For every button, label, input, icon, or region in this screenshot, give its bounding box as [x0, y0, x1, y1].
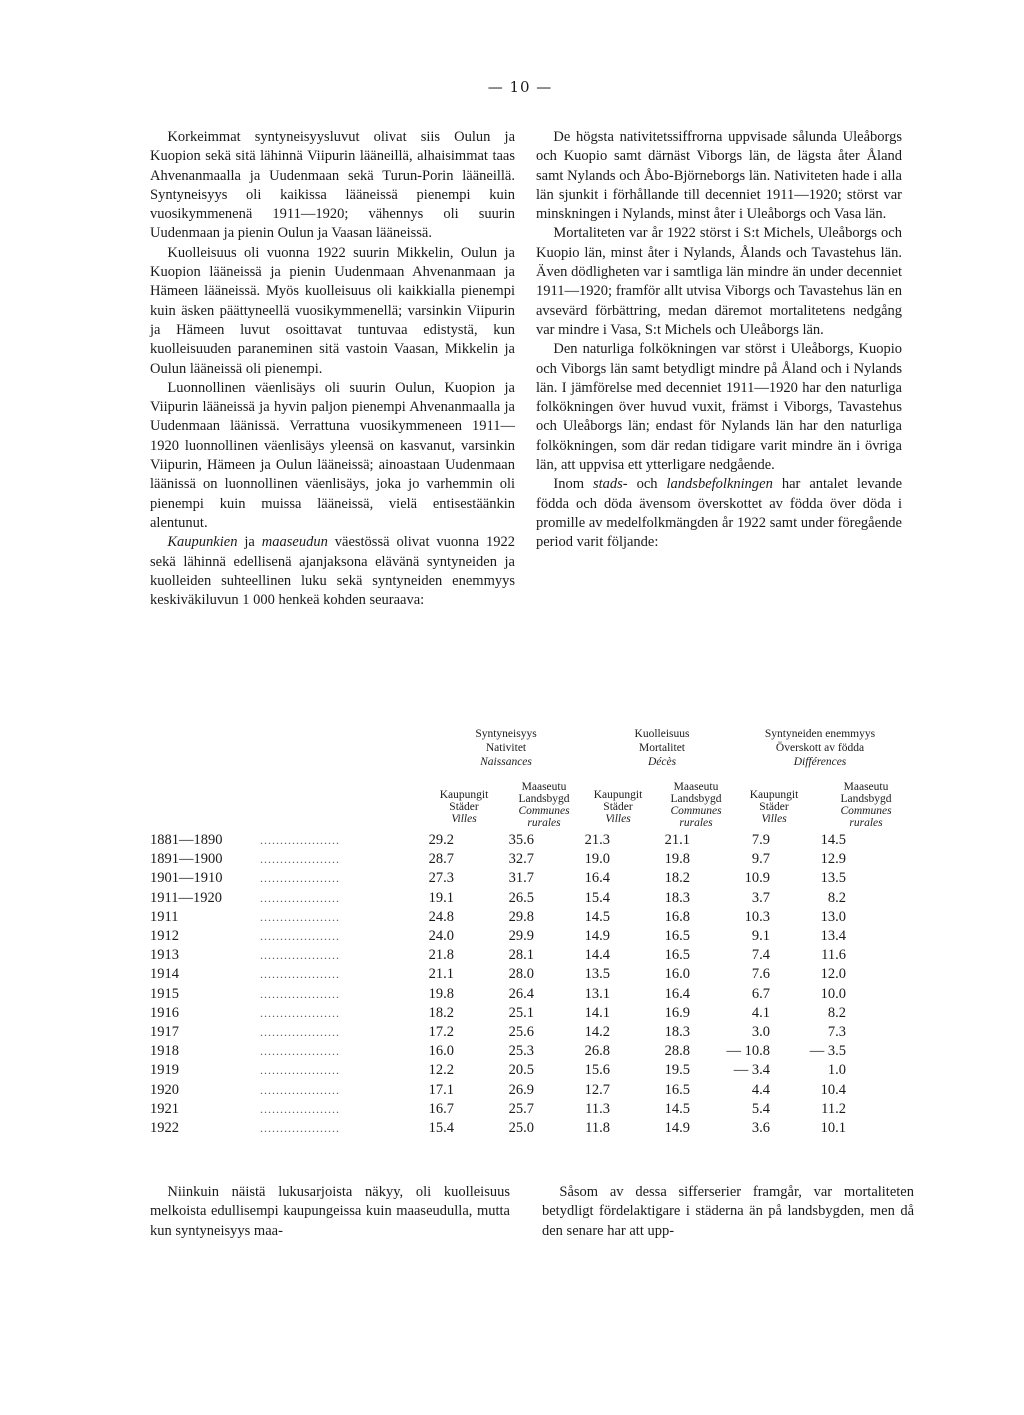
- value-cell: 14.5: [584, 908, 610, 925]
- value-cell: 15.4: [584, 889, 610, 906]
- value-cell: 14.9: [584, 928, 610, 945]
- period-cell: 1914: [150, 966, 179, 983]
- sub-fr: rurales: [679, 817, 713, 829]
- value-cell: 14.9: [664, 1120, 690, 1137]
- value-cell: 10.0: [820, 985, 846, 1002]
- period-cell: 1921: [150, 1100, 179, 1117]
- value-cell: 8.2: [827, 1004, 846, 1021]
- value-cell: 19.5: [664, 1062, 690, 1079]
- finnish-column: [150, 128, 515, 610]
- sub-fi: Maaseutu: [843, 781, 889, 793]
- period-cell: 1920: [150, 1081, 179, 1098]
- value-cell: 13.5: [820, 870, 846, 887]
- value-cell: 9.1: [751, 928, 770, 945]
- value-cell: 14.5: [820, 832, 846, 848]
- value-cell: 16.7: [428, 1100, 454, 1117]
- value-cell: 3.0: [751, 1024, 770, 1041]
- finnish-paragraph: Niinkuin näistä lukusarjoista näkyy, oli kuolleisuus melkoista edullisempi kaupungeissa kuin maaseudulla, mutta kun syntyneisyys maa-: [150, 1184, 510, 1239]
- leader-dots: ....................: [260, 1121, 340, 1136]
- value-cell: 29.2: [428, 832, 454, 848]
- table-row: [150, 946, 846, 965]
- value-cell: 25.6: [508, 1024, 534, 1041]
- text: har antalet levande födda och döda ävensom överskottet av födda över döda i promille av medelfolkmängden år 1922 samt under föregående period varit följande:: [536, 476, 903, 551]
- value-cell: 10.4: [820, 1081, 846, 1098]
- table-row: [150, 985, 846, 1004]
- value-cell: 7.4: [751, 947, 770, 964]
- value-cell: 25.7: [508, 1100, 534, 1117]
- value-cell: 15.6: [584, 1062, 610, 1079]
- value-cell: 35.6: [508, 832, 534, 848]
- value-cell: 25.1: [508, 1004, 534, 1021]
- table-row: [150, 831, 846, 850]
- leader-dots: ....................: [260, 1063, 340, 1078]
- value-cell: 26.8: [584, 1043, 610, 1060]
- value-cell: 18.3: [664, 1024, 690, 1041]
- text: Inom: [553, 476, 593, 493]
- value-cell: 14.5: [664, 1100, 690, 1117]
- value-cell: 27.3: [428, 870, 454, 887]
- text: väestössä olivat vuonna 1922 sekä lähinnä edellisenä ajanjaksona elävänä syntyneiden ja kuolleiden suhteellinen luku sekä syntyneiden enemmyys keskiväkiluvun 1 000 henkeä kohden seuraava:: [150, 534, 515, 609]
- period-cell: 1901—1910: [150, 870, 223, 887]
- value-cell: 11.6: [821, 947, 846, 964]
- value-cell: 19.1: [428, 889, 454, 906]
- sub-fi: Maaseutu: [521, 781, 567, 793]
- page-number: — 10 —: [487, 78, 553, 96]
- sub-sv: Landsbygd: [518, 793, 570, 805]
- header-sv: Nativitet: [485, 742, 527, 754]
- period-cell: 1916: [150, 1004, 179, 1021]
- swedish-paragraph-intro-table: [536, 475, 902, 552]
- value-cell: 21.1: [664, 832, 690, 848]
- value-cell: 6.7: [751, 985, 770, 1002]
- table-row: [150, 869, 846, 888]
- value-cell: 3.7: [751, 889, 770, 906]
- value-cell: 14.1: [584, 1004, 610, 1021]
- group-header-births: [426, 727, 586, 769]
- table-row: [150, 1042, 846, 1061]
- period-cell: 1881—1890: [150, 832, 223, 848]
- header-fi: Syntyneiden enemmyys: [764, 728, 876, 740]
- value-cell: 20.5: [508, 1062, 534, 1079]
- table-row: [150, 1119, 846, 1138]
- value-cell: 10.9: [744, 870, 770, 887]
- value-cell: 14.2: [584, 1024, 610, 1041]
- sub-fi: Maaseutu: [673, 781, 719, 793]
- leader-dots: ....................: [260, 1082, 340, 1097]
- sub-fr: Villes: [605, 813, 631, 825]
- value-cell: 28.7: [428, 851, 454, 868]
- value-cell: — 3.4: [733, 1062, 770, 1079]
- leader-dots: ....................: [260, 1101, 340, 1116]
- leader-dots: ....................: [260, 852, 340, 867]
- value-cell: 7.3: [827, 1024, 846, 1041]
- header-fi: Syntyneisyys: [475, 728, 537, 740]
- value-cell: 16.8: [664, 908, 690, 925]
- subheader-rural: [656, 781, 736, 829]
- emphasis: Kaupunkien: [167, 534, 238, 551]
- value-cell: 12.0: [820, 966, 846, 983]
- value-cell: 19.8: [428, 985, 454, 1002]
- period-cell: 1915: [150, 985, 179, 1002]
- value-cell: 3.6: [751, 1120, 770, 1137]
- value-cell: 25.3: [508, 1043, 534, 1060]
- sub-fi: Kaupungit: [439, 789, 489, 801]
- value-cell: 11.2: [821, 1100, 846, 1117]
- value-cell: 26.9: [508, 1081, 534, 1098]
- table-row: [150, 850, 846, 869]
- value-cell: 4.4: [751, 1081, 770, 1098]
- table-row: [150, 1004, 846, 1023]
- value-cell: 28.8: [664, 1043, 690, 1060]
- period-cell: 1919: [150, 1062, 179, 1079]
- finnish-paragraph: Luonnollinen väenlisäys oli suurin Oulun, Kuopion ja Viipurin lääneissä ja hyvin paljon pienempi Ahvenanmaalla ja Uudenmaan läänissä. Verrattuna vuosikymmeneen 1911—1920 luonnollinen väenlisäys yleensä on kasvanut, varsinkin Viipurin, Hämeen ja Oulun lääneissä; ainoastaan Uudenmaan läänissä on luonnollinen väenlisäys, joka jo varhemmin oli pienempi kuin muissa lääneissä, vielä entisestäänkin alentunut.: [150, 379, 515, 531]
- value-cell: 14.4: [584, 947, 610, 964]
- subheader-city: [426, 789, 502, 825]
- data-table: [150, 831, 846, 1138]
- swedish-paragraph: Den naturliga folkökningen var störst i Uleåborgs, Kuopio och Viborgs län samt betydligt mindre på Åland och i Nylands län. I jämförelse med decenniet 1911—1920 har den naturliga folkökningen över huvud vuxit, främst i Viborgs, Tavastehus och Uleåborgs län; endast för Nylands län har den naturliga folkökningen, som där redan tidigare varit mindre än i övriga län, att uppvisa ett ytterligare nedgående.: [536, 341, 902, 474]
- group-header-deaths: [582, 727, 742, 769]
- emphasis: landsbefolkningen: [666, 476, 773, 493]
- subheader-rural: [822, 781, 910, 829]
- header-fr: Naissances: [480, 756, 532, 768]
- value-cell: — 10.8: [726, 1043, 770, 1060]
- value-cell: 26.5: [508, 889, 534, 906]
- period-cell: 1912: [150, 928, 179, 945]
- sub-sv: Städer: [603, 801, 633, 813]
- subheader-rural: [504, 781, 584, 829]
- group-header-excess: [730, 727, 910, 769]
- value-cell: 18.3: [664, 889, 690, 906]
- header-fr: Différences: [793, 756, 847, 768]
- swedish-paragraph: De högsta nativitetssiffrorna uppvisade sålunda Uleåborgs och Kuopio samt därnäst Viborgs län, de lägsta åter Åland samt Nylands och Åbo-Björneborgs län. Nativiteten hade i alla län sjunkit i förhållande till decenniet 1911—1920; störst var minskningen i Nylands, minst åter i Uleåborgs och Vasa län.: [536, 129, 902, 223]
- value-cell: 28.0: [508, 966, 534, 983]
- sub-fr: Communes: [840, 805, 892, 817]
- period-cell: 1917: [150, 1024, 179, 1041]
- value-cell: 16.5: [664, 928, 690, 945]
- finnish-paragraph: Kuolleisuus oli vuonna 1922 suurin Mikkelin, Oulun ja Kuopion lääneissä ja pienin Uudenmaan Ahvenanmaan ja Hämeen lääneissä. Myös kuolleisuus oli kaikkialla pienempi kuin äsken päättyneellä vuosikymmenellä; varsinkin Viipurin ja Hämeen luvut osoittavat tuntuvaa edistystä, kun kuolleisuuden paraneminen sitä vastoin Vaasan, Mikkelin ja Oulun lääneissä oli pienempi.: [150, 244, 515, 377]
- value-cell: 12.2: [428, 1062, 454, 1079]
- period-cell: 1911—1920: [150, 889, 222, 906]
- finnish-paragraph: Korkeimmat syntyneisyysluvut olivat siis Oulun ja Kuopion sekä sitä lähinnä Viipurin lääneillä, alhaisimmat taas Ahvenanmaalla ja Uudenmaan sekä Turun-Porin lääneillä. Syntyneisyys oli kaikissa lääneissä pienempi kuin vuosikymmenenä 1911—1920; vähennys oli suurin Uudenmaan ja pienin Oulun ja Vaasan lääneissä.: [150, 129, 515, 242]
- value-cell: 18.2: [664, 870, 690, 887]
- sub-sv: Städer: [759, 801, 789, 813]
- value-cell: 18.2: [428, 1004, 454, 1021]
- value-cell: 13.5: [584, 966, 610, 983]
- value-cell: 17.2: [428, 1024, 454, 1041]
- value-cell: 16.4: [584, 870, 610, 887]
- sub-sv: Landsbygd: [840, 793, 892, 805]
- value-cell: 26.4: [508, 985, 534, 1002]
- subheader-city: [734, 789, 814, 825]
- header-sv: Mortalitet: [639, 742, 685, 754]
- leader-dots: ....................: [260, 929, 340, 944]
- leader-dots: ....................: [260, 1025, 340, 1040]
- table-row: [150, 927, 846, 946]
- value-cell: 13.0: [820, 908, 846, 925]
- emphasis: stads-: [592, 476, 628, 493]
- leader-dots: ....................: [260, 1005, 340, 1020]
- value-cell: 16.5: [664, 1081, 690, 1098]
- value-cell: 11.3: [585, 1100, 610, 1117]
- emphasis: maaseudun: [261, 534, 328, 551]
- period-cell: 1918: [150, 1043, 179, 1060]
- value-cell: — 3.5: [809, 1043, 846, 1060]
- table-row: [150, 889, 846, 908]
- value-cell: 19.0: [584, 851, 610, 868]
- value-cell: 9.7: [751, 851, 770, 868]
- value-cell: 11.8: [585, 1120, 610, 1137]
- sub-fi: Kaupungit: [749, 789, 799, 801]
- value-cell: 16.9: [664, 1004, 690, 1021]
- value-cell: 32.7: [508, 851, 534, 868]
- value-cell: 15.4: [428, 1120, 454, 1137]
- sub-fr: rurales: [527, 817, 561, 829]
- value-cell: 24.0: [428, 928, 454, 945]
- value-cell: 31.7: [508, 870, 534, 887]
- swedish-paragraph: Såsom av dessa sifferserier framgår, var mortaliteten betydligt fördelaktigare i städerna än på landsbygden, men då den senare har att upp-: [542, 1184, 914, 1239]
- table-row: [150, 965, 846, 984]
- leader-dots: ....................: [260, 909, 340, 924]
- value-cell: 7.9: [751, 832, 770, 848]
- value-cell: 19.8: [664, 851, 690, 868]
- leader-dots: ....................: [260, 871, 340, 886]
- value-cell: 8.2: [827, 889, 846, 906]
- value-cell: 13.1: [584, 985, 610, 1002]
- value-cell: 13.4: [820, 928, 846, 945]
- sub-fr: Villes: [451, 813, 477, 825]
- table-row: [150, 1081, 846, 1100]
- subheader-city: [580, 789, 656, 825]
- leader-dots: ....................: [260, 1044, 340, 1059]
- value-cell: 16.5: [664, 947, 690, 964]
- value-cell: 17.1: [428, 1081, 454, 1098]
- value-cell: 16.4: [664, 985, 690, 1002]
- swedish-column: [536, 128, 902, 553]
- header-fr: Décès: [647, 756, 677, 768]
- value-cell: 28.1: [508, 947, 534, 964]
- leader-dots: ....................: [260, 986, 340, 1001]
- sub-fi: Kaupungit: [593, 789, 643, 801]
- value-cell: 1.0: [827, 1062, 846, 1079]
- value-cell: 29.9: [508, 928, 534, 945]
- sub-fr: Communes: [518, 805, 570, 817]
- header-fi: Kuolleisuus: [634, 728, 690, 740]
- value-cell: 10.1: [820, 1120, 846, 1137]
- leader-dots: ....................: [260, 967, 340, 982]
- period-cell: 1891—1900: [150, 851, 223, 868]
- value-cell: 4.1: [751, 1004, 770, 1021]
- sub-sv: Landsbygd: [670, 793, 722, 805]
- finnish-paragraph-intro-table: [150, 533, 515, 610]
- value-cell: 24.8: [428, 908, 454, 925]
- sub-fr: Communes: [670, 805, 722, 817]
- value-cell: 12.9: [820, 851, 846, 868]
- text: ja: [237, 534, 262, 551]
- sub-fr: rurales: [849, 817, 883, 829]
- header-sv: Överskott av födda: [775, 742, 865, 754]
- text: och: [627, 476, 667, 493]
- finnish-bottom-paragraph: [150, 1183, 510, 1241]
- value-cell: 16.0: [428, 1043, 454, 1060]
- table-row: [150, 1061, 846, 1080]
- value-cell: 7.6: [751, 966, 770, 983]
- value-cell: 10.3: [744, 908, 770, 925]
- leader-dots: ....................: [260, 890, 340, 905]
- value-cell: 21.3: [584, 832, 610, 848]
- table-row: [150, 908, 846, 927]
- value-cell: 21.8: [428, 947, 454, 964]
- leader-dots: ....................: [260, 948, 340, 963]
- sub-sv: Städer: [449, 801, 479, 813]
- sub-fr: Villes: [761, 813, 787, 825]
- period-cell: 1913: [150, 947, 179, 964]
- leader-dots: ....................: [260, 833, 340, 847]
- table-row: [150, 1023, 846, 1042]
- value-cell: 16.0: [664, 966, 690, 983]
- value-cell: 25.0: [508, 1120, 534, 1137]
- swedish-bottom-paragraph: [542, 1183, 914, 1241]
- value-cell: 29.8: [508, 908, 534, 925]
- value-cell: 12.7: [584, 1081, 610, 1098]
- period-cell: 1911: [150, 908, 179, 925]
- value-cell: 21.1: [428, 966, 454, 983]
- value-cell: 5.4: [751, 1100, 770, 1117]
- table-row: [150, 1100, 846, 1119]
- period-cell: 1922: [150, 1120, 179, 1137]
- swedish-paragraph: Mortaliteten var år 1922 störst i S:t Michels, Uleåborgs och Kuopio län, minst åter i Nylands, Ålands och Tavastehus län. Även dödligheten var i samtliga län mindre än under decenniet 1911—1920; framför allt utvisa Viborgs och Tavastehus län en avsevärd förbättring, medan däremot mortalitetens nedgång var mindre i Vasa, S:t Michels och Uleåborgs län.: [536, 225, 902, 338]
